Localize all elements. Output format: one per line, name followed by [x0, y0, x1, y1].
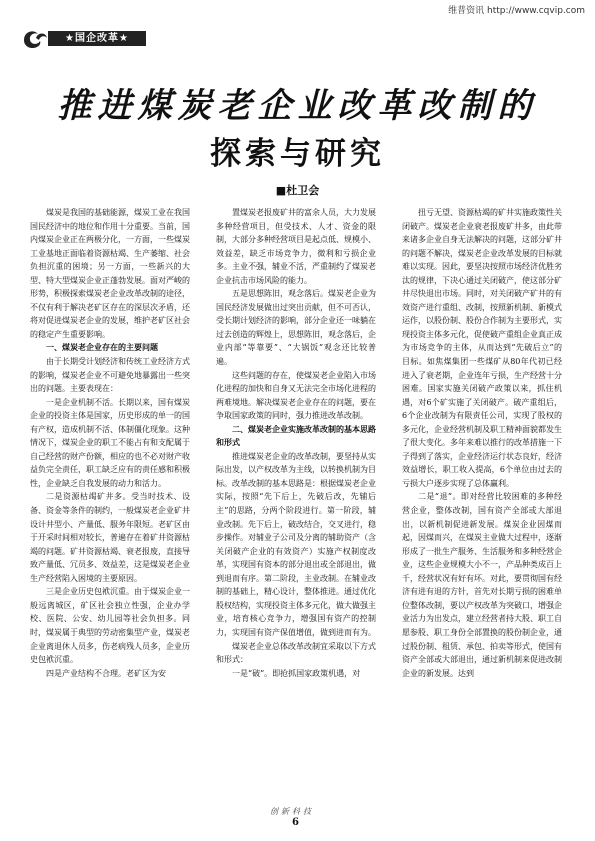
author-byline: ■杜卫会: [275, 184, 320, 197]
body-paragraph: 一是“破”。即抢抓国家政策机遇，对: [232, 668, 361, 678]
footer-mark-text: 创新科技: [270, 807, 314, 816]
section-badge: [20, 26, 150, 50]
section-heading: 一、煤炭老企业存在的主要问题: [46, 343, 158, 353]
body-paragraph: 煤炭是我国的基础能源，煤炭工业在我国国民经济中的地位和作用十分重要。当前，国内煤炭企业正在两极分化，一方面，一些煤炭工业基地正面临着资源枯竭、生产萎缩、社会负担沉重的困境；另一方面，一些新兴的大型、特大型煤炭企业正蓬勃发展。面对严峻的形势，积极探索煤炭老企业改革改制的途径，不仅有利于解决老矿区存在的深层次矛盾，还将对促进煤炭老企业的发展，维护老矿区社会的稳定产生重要影响。: [30, 208, 190, 339]
article-title-line-1: 推进煤炭老企业改革改制的: [57, 86, 538, 126]
body-paragraph: 置煤炭老报废矿井的富余人员，大力发展多种经营项目，但受技术、人才、资金的限制，大部分多种经营项目是起点低、规模小、效益差，缺乏市场竞争力，微利和亏损企业多。主业不强，辅业不活，严重制约了煤炭老企业抗击市场风险的能力。: [216, 208, 376, 285]
text-column-1: [30, 206, 190, 806]
body-paragraph: 由于长期受计划经济和传统工业经济方式的影响，煤炭老企业不可避免地暴露出一些突出的问题。主要表现在：: [30, 357, 190, 394]
body-paragraph: 五是思想陈旧，观念落后。煤炭老企业为国民经济发展做出过突出贡献，但不可否认，受长期计划经济的影响，部分企业还一味躺在过去创造的辉煌上，思想陈旧，观念落后，企业内部“等靠要”、“大锅饭”观念还比较普遍。: [216, 289, 376, 367]
body-paragraph: 扭亏无望、资源枯竭的矿井实施政策性关闭破产。煤炭老企业衰老报废矿井多，由此带来诸多企业自身无法解决的问题，这部分矿井的问题不解决，煤炭老企业改革发展的目标就难以实现。因此，要坚决按照市场经济优胜劣汰的规律，下决心通过关闭破产，使这部分矿井尽快退出市场。同时，对关闭破产矿井的有效资产进行重组、改制，按照新机制、新模式运作，以股份制、股份合作制为主要形式，实现投资主体多元化，促使破产重组企业真正成为市场竞争的主体，从而达到“先破后立”的目标。如焦煤集团一些煤矿从80年代初已经进入了衰老期，企业连年亏损，生产经营十分困难。国家实施关闭破产政策以来，抓住机遇，对6个矿实施了关闭破产。破产重组后，6个企业改制为有限责任公司，实现了股权的多元化，企业经营机制及职工精神面貌都发生了很大变化。多年来难以推行的改革措施一下子得到了落实，企业经济运行状态良好，经济效益增长，职工收入提高，6个单位由过去的亏损大户逐步实现了总体赢利。: [402, 208, 562, 488]
body-paragraph: 二是资源枯竭矿井多。受当时技术、设备、资金等条件的制约，一般煤炭老企业矿井设计井型小、产量低、服务年限短。老矿区由于开采时间相对较长，普遍存在着矿井资源枯竭的问题。矿井资源枯竭、衰老报废，直接导致产量低、冗员多、效益差，这是煤炭老企业生产经营陷入困境的主要原因。: [30, 492, 190, 583]
text-column-2: [216, 206, 376, 806]
body-paragraph: 这些问题的存在，使煤炭老企业陷入市场化进程的加快和自身又无法完全市场化进程的两难境地。解决煤炭老企业存在的问题，要在争取国家政策的同时，强力推进改革改制。: [216, 370, 376, 421]
text-column-3: [402, 206, 562, 806]
body-paragraph: 一是企业机制不活。长期以来，国有煤炭企业的投资主体是国家，历史形成的单一的国有产权，造成机制不活、体制僵化现象。这种情况下，煤炭企业的职工不能占有和支配属于自己经营的财产份额，相应的也不必对财产收益负完全责任，职工缺乏应有的责任感和积极性，企业缺乏自我发展的动力和活力。: [30, 397, 190, 488]
body-paragraph: 三是企业历史包袱沉重。由于煤炭企业一般远离城区，矿区社会独立性强，企业办学校、医院、公安、幼儿园等社会负担多。同时，煤炭属于典型的劳动密集型产业，煤炭老企业离退休人员多，伤老病残人员多，企业历史包袱沉重。: [30, 587, 190, 665]
body-paragraph: 推进煤炭老企业的改革改制，要坚持从实际出发，以产权改革为主线，以转换机制为目标。改革改制的基本思路是：根据煤炭老企业实际，按照“先下后上，先破后改，先辅后主”的思路，分两个阶段进行。第一阶段，辅业改制。先下后上，破改结合，交叉进行，稳步操作。对辅业子公司及分离的辅助资产（含关闭破产企业的有效资产）实施产权制度改革，实现国有资本的部分退出或全部退出，做到退而有序。第二阶段，主业改制。在辅业改制的基础上，精心设计，整体推进。通过优化股权结构，实现投资主体多元化，做大做强主业，培育核心竞争力，增强国有资产的控制力，实现国有资产保值增值，做到进而有为。: [216, 451, 376, 637]
body-paragraph: 二是“退”。即对经营比较困难的多种经营企业，整体改制，国有资产全部或大部退出，以新机制促进新发展。煤炭企业因煤而起，因煤而兴，在煤炭主业做大过程中，逐渐形成了一批生产服务、生活服务和多种经营企业，这些企业规模大小不一，产品种类成百上千，经营状况有好有坏。对此，要贯彻国有经济有进有退的方针，首先对长期亏损的困难单位整体改制，要以产权改革为突破口，增强企业活力为出发点，建立经营者持大股、职工自愿参股、职工身份全部置换的股份制企业，通过股份制、租赁、承包、拍卖等形式，使国有资产全部或大部退出，通过新机制来促进改制企业的新发展。达到: [402, 492, 562, 678]
swirl-logo-icon: [20, 26, 50, 50]
section-label: ★国企改革★: [48, 31, 146, 46]
section-heading: 二、煤炭老企业实施改革改制的基本思路和形式: [216, 424, 376, 448]
body-paragraph: 煤炭老企业总体改革改制宜采取以下方式和形式：: [216, 641, 376, 665]
article-title-line-2: 探索与研究: [210, 136, 385, 172]
page-number: 6: [292, 817, 299, 828]
body-paragraph: 四是产业结构不合理。老矿区为安: [46, 668, 166, 678]
watermark: 维普资讯 http://www.cqvip.com: [448, 6, 585, 16]
